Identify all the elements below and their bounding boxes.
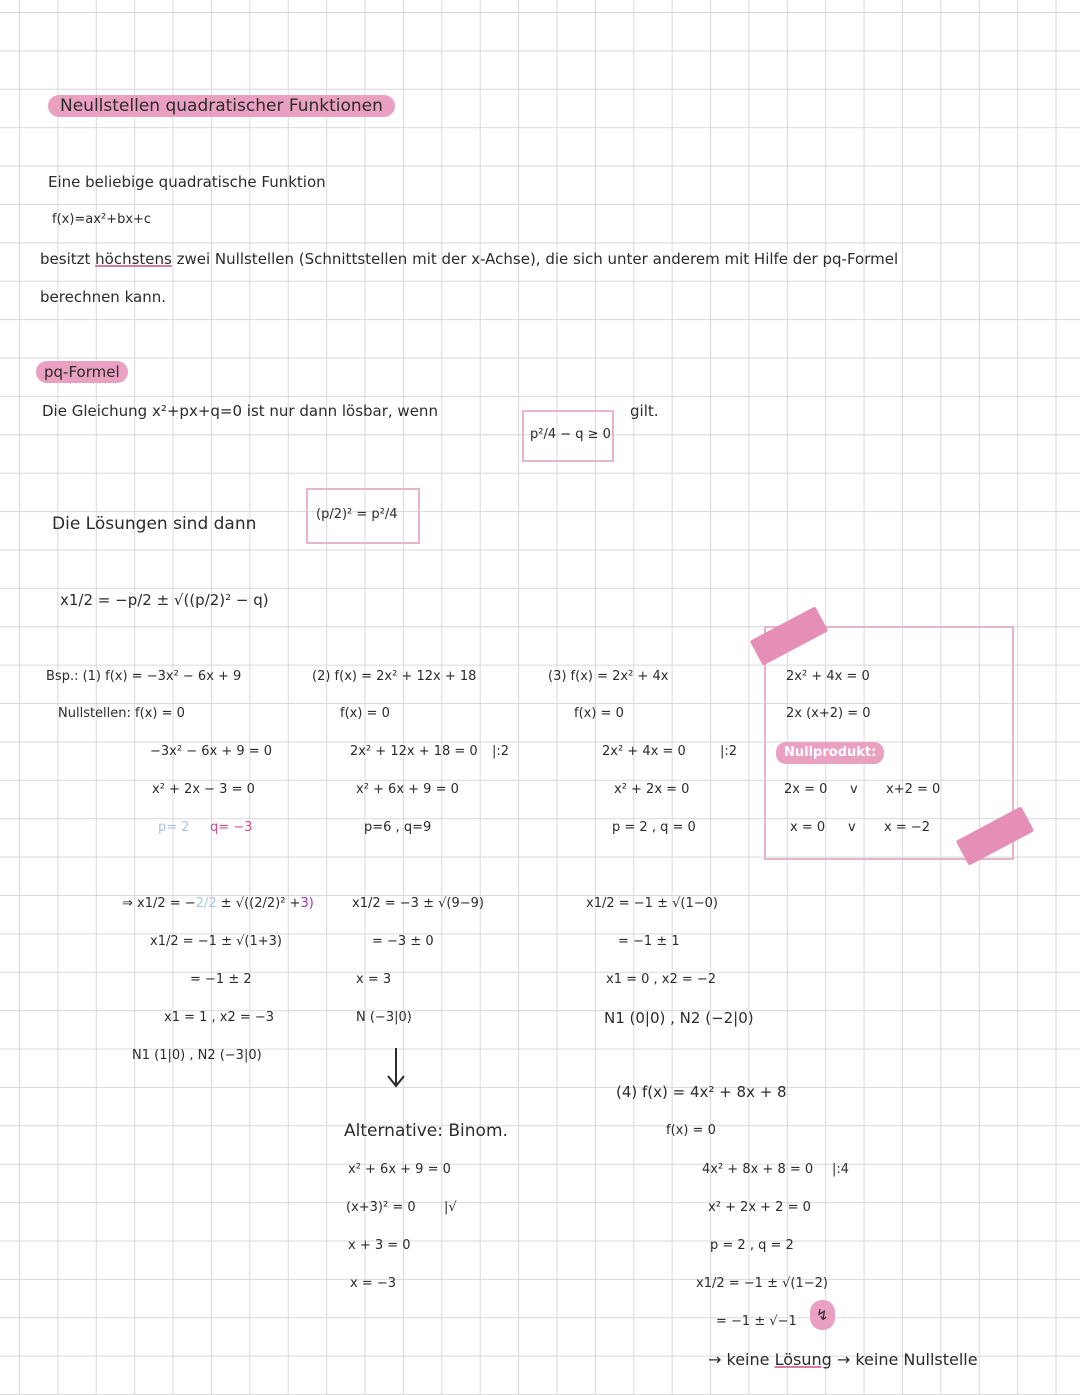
ex2-alternative: Alternative: Binom. xyxy=(344,1121,508,1141)
note-line: x = −2 xyxy=(884,820,931,835)
solutions-box-text: (p/2)² = p²/4 xyxy=(316,507,398,522)
ex2-line: 2x² + 12x + 18 = 0 xyxy=(350,744,478,759)
nullprodukt-chip: Nullprodukt: xyxy=(776,742,884,764)
ex1-s1-post: ± √((2/2)² + xyxy=(220,896,301,911)
ex4-line: x² + 2x + 2 = 0 xyxy=(708,1200,811,1215)
ex4-line: x1/2 = −1 ± √(1−2) xyxy=(696,1276,828,1291)
ex4-header: (4) f(x) = 4x² + 8x + 8 xyxy=(616,1083,787,1101)
ex4-line: 4x² + 8x + 8 = 0 xyxy=(702,1162,814,1177)
intro-line: Eine beliebige quadratische Funktion xyxy=(48,173,326,191)
general-formula: f(x)=ax²+bx+c xyxy=(52,212,152,227)
note-line: x+2 = 0 xyxy=(886,782,941,797)
ex1-line: = −1 ± 2 xyxy=(190,972,252,987)
page-title: Neullstellen quadratischer Funktionen xyxy=(48,95,395,117)
contradiction-icon: ↯ xyxy=(810,1300,835,1330)
ex4-conclusion xyxy=(708,1350,978,1370)
ex1-solution xyxy=(122,894,314,914)
ex3-line: 2x² + 4x = 0 xyxy=(602,744,686,759)
ex2-point: N (−3|0) xyxy=(356,1010,412,1025)
ex2-line: x = 3 xyxy=(356,972,392,987)
ex3-line: = −1 ± 1 xyxy=(618,934,680,949)
intro-highlight: höchstens xyxy=(95,250,172,268)
pq-sentence: Die Gleichung x²+px+q=0 ist nur dann lösbar, wenn xyxy=(42,402,438,420)
intro-post: zwei Nullstellen (Schnittstellen mit der x-Achse), die sich unter anderem mit Hilfe der pq-Formel xyxy=(176,250,899,268)
ex1-s1-pre: ⇒ x1/2 = − xyxy=(122,896,196,911)
ex1-line: −3x² − 6x + 9 = 0 xyxy=(150,744,273,759)
ex4-line: f(x) = 0 xyxy=(666,1123,716,1138)
pq-heading: pq-Formel xyxy=(36,361,128,383)
ex3-line: f(x) = 0 xyxy=(574,706,624,721)
note-or: v xyxy=(848,820,856,835)
condition-text: p²/4 − q ≥ 0 xyxy=(530,427,611,442)
ex4-c1: → keine xyxy=(708,1350,770,1369)
ex1-header: Bsp.: (1) f(x) = −3x² − 6x + 9 xyxy=(46,669,242,684)
ex1-line: x1/2 = −1 ± √(1+3) xyxy=(150,934,282,949)
intro-end: berechnen kann. xyxy=(40,288,166,306)
ex1-line: x² + 2x − 3 = 0 xyxy=(152,782,255,797)
ex2-header: (2) f(x) = 2x² + 12x + 18 xyxy=(312,669,477,684)
note-line: 2x (x+2) = 0 xyxy=(786,706,871,721)
ex1-s1-frac: 2/2 xyxy=(195,896,217,911)
note-line: 2x² + 4x = 0 xyxy=(786,669,870,684)
note-line: 2x = 0 xyxy=(784,782,828,797)
ex4-c3: → keine Nullstelle xyxy=(836,1350,978,1369)
intro-pre: besitzt xyxy=(40,250,91,268)
ex1-s1-end: 3) xyxy=(300,896,314,911)
ex3-points: N1 (0|0) , N2 (−2|0) xyxy=(604,1009,754,1027)
ex2-alt-line: x + 3 = 0 xyxy=(348,1238,411,1253)
ex2-alt-op: |√ xyxy=(444,1200,457,1215)
ex2-pq: p=6 , q=9 xyxy=(364,820,432,835)
ex3-line: x² + 2x = 0 xyxy=(614,782,690,797)
ex3-roots: x1 = 0 , x2 = −2 xyxy=(606,972,717,987)
note-line: x = 0 xyxy=(790,820,826,835)
solutions-label: Die Lösungen sind dann xyxy=(52,514,257,534)
ex4-pq: p = 2 , q = 2 xyxy=(710,1238,794,1253)
note-or: v xyxy=(850,782,858,797)
ex2-op: |:2 xyxy=(492,744,510,759)
ex3-op: |:2 xyxy=(720,744,738,759)
ex1-roots: x1 = 1 , x2 = −3 xyxy=(164,1010,275,1025)
ex3-header: (3) f(x) = 2x² + 4x xyxy=(548,669,669,684)
ex2-alt-line: x = −3 xyxy=(350,1276,397,1291)
ex2-alt-line: (x+3)² = 0 xyxy=(346,1200,416,1215)
intro-paragraph xyxy=(40,249,898,269)
ex4-c2: Lösung xyxy=(774,1350,832,1369)
down-arrow-icon xyxy=(384,1046,408,1090)
ex2-line: x1/2 = −3 ± √(9−9) xyxy=(352,896,484,911)
pq-sentence-end: gilt. xyxy=(630,402,659,420)
ex4-line: = −1 ± √−1 xyxy=(716,1314,797,1329)
ex2-alt-line: x² + 6x + 9 = 0 xyxy=(348,1162,451,1177)
ex1-q: q= −3 xyxy=(210,820,253,835)
ex1-nullstellen: Nullstellen: f(x) = 0 xyxy=(58,706,185,721)
ex4-op: |:4 xyxy=(832,1162,850,1177)
ex2-line: f(x) = 0 xyxy=(340,706,390,721)
ex1-p: p= 2 xyxy=(158,820,190,835)
ex2-line: = −3 ± 0 xyxy=(372,934,434,949)
pq-formula: x1/2 = −p/2 ± √((p/2)² − q) xyxy=(60,591,269,609)
ex3-line: x1/2 = −1 ± √(1−0) xyxy=(586,896,718,911)
ex3-pq: p = 2 , q = 0 xyxy=(612,820,696,835)
ex2-line: x² + 6x + 9 = 0 xyxy=(356,782,459,797)
ex1-points: N1 (1|0) , N2 (−3|0) xyxy=(132,1048,262,1063)
